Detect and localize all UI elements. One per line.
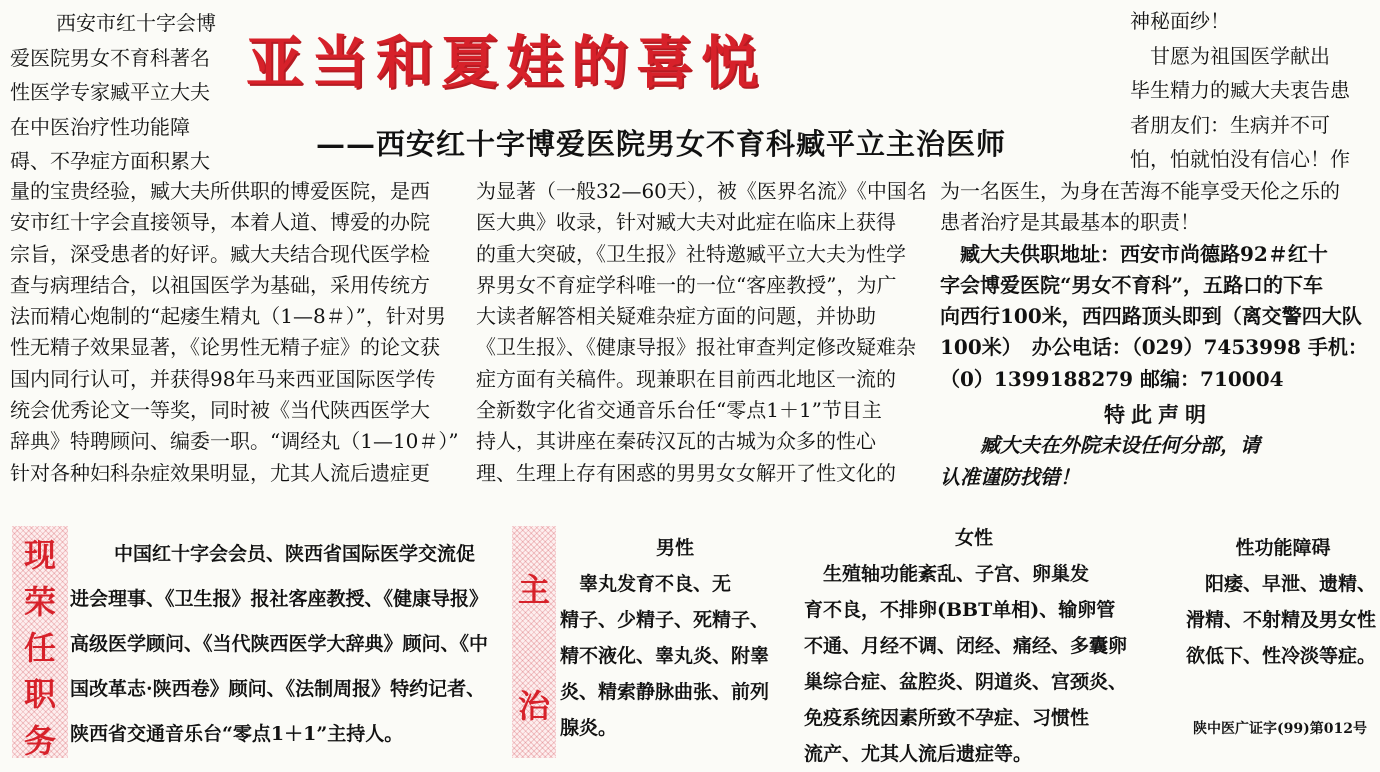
text-line: 法而精心炮制的“起痿生精丸（1—8＃）”，针对男 <box>10 304 446 329</box>
right-top-text <box>1130 4 1380 177</box>
male-heading: 男性 <box>655 537 694 559</box>
body-column-2 <box>476 176 934 489</box>
text-line: 臧大夫供职地址：西安市尚德路92＃红十 <box>940 241 1328 266</box>
notice-text <box>940 430 1376 493</box>
text-line: 持人，其讲座在秦砖汉瓦的古城为众多的性心 <box>476 429 876 454</box>
text-line: 炎、精索静脉曲张、前列 <box>560 681 770 703</box>
text-line: 理、生理上存有困惑的男男女女解开了性文化的 <box>476 460 896 485</box>
body-column-1 <box>10 176 468 489</box>
sexual-dysfunction-section <box>1186 530 1380 674</box>
text-line: 臧大夫在外院未设任何分部，请 <box>940 433 1260 458</box>
text-line: 睾丸发育不良、无 <box>560 573 732 595</box>
text-line: 量的宝贵经验，臧大夫所供职的博爱医院，是西 <box>10 179 430 203</box>
text-line: 国内同行认可，并获得98年马来西亚国际医学传 <box>10 366 436 391</box>
text-line: 西安市红十字会博 <box>56 11 216 35</box>
text-line: 高级医学顾问、《当代陕西医学大辞典》顾问、《中 <box>70 633 489 655</box>
ad-license-number: 陕中医广证字(99)第012号 <box>1193 721 1367 737</box>
text-line: 陕西省交通音乐台“零点1＋1”主持人。 <box>70 723 404 745</box>
female-heading: 女性 <box>954 527 993 549</box>
sexual-dysfunction-heading: 性功能障碍 <box>1235 537 1331 559</box>
text-line: 界男女不育症学科唯一的一位“客座教授”，为广 <box>476 272 897 297</box>
text-line: 腺炎。 <box>560 717 618 739</box>
text-line: 《卫生报》、《健康导报》报社审查判定修改疑难杂 <box>476 335 916 360</box>
body-column-3 <box>940 176 1376 493</box>
vertical-label-char: 治 <box>517 687 550 725</box>
column-3-text <box>940 176 1376 239</box>
female-conditions <box>804 556 1144 772</box>
text-line: 患者治疗是其最基本的职责！ <box>940 210 1200 235</box>
text-line: 针对各种妇科杂症效果明显，尤其人流后遗症更 <box>10 460 430 485</box>
text-line: 者朋友们：生病并不可 <box>1130 112 1330 137</box>
current-positions-list <box>70 532 510 757</box>
text-line: 为一名医生，为身在苦海不能享受天伦之乐的 <box>940 179 1340 203</box>
text-line: 精子、少精子、死精子、 <box>560 609 770 631</box>
female-section <box>804 520 1144 772</box>
vertical-label-char: 现 <box>23 536 56 575</box>
text-line: 为显著（一般32—60天），被《医界名流》《中国名 <box>476 179 927 203</box>
current-positions-label <box>12 526 68 758</box>
text-line: 查与病理结合，以祖国医学为基础，采用传统方 <box>10 272 430 297</box>
text-line: 进会理事、《卫生报》报社客座教授、《健康导报》 <box>70 588 489 610</box>
text-line: 全新数字化省交通音乐台任“零点1＋1”节目主 <box>476 398 882 423</box>
address-contact <box>940 239 1376 395</box>
text-line: 性无精子效果显著，《论男性无精子症》的论文获 <box>10 335 440 360</box>
headline-subtitle: ——西安红十字博爱医院男女不育科臧平立主治医师 <box>316 127 1007 161</box>
text-line: 向西行100米，西四路顶头即到（离交警四大队 <box>940 304 1362 329</box>
text-line: 巢综合症、盆腔炎、阴道炎、宫颈炎、 <box>804 671 1128 693</box>
text-line: 认准谨防找错！ <box>940 464 1080 489</box>
text-line: （0）1399188279 邮编：710004 <box>940 366 1284 391</box>
text-line: 医大典》收录，针对臧大夫对此症在临床上获得 <box>476 210 896 235</box>
text-line: 安市红十字会直接领导，本着人道、博爱的办院 <box>10 210 430 235</box>
text-line: 欲低下、性冷淡等症。 <box>1186 645 1377 667</box>
text-line: 统会优秀论文一等奖，同时被《当代陕西医学大 <box>10 398 430 423</box>
male-section <box>560 530 790 746</box>
text-line: 大读者解答相关疑难杂症方面的问题，并协助 <box>476 304 876 329</box>
text-line: 怕，怕就怕没有信心！作 <box>1130 147 1350 171</box>
text-line: 不通、月经不调、闭经、痛经、多囊卵 <box>804 635 1128 657</box>
text-line: 免疫系统因素所致不孕症、习惯性 <box>804 707 1090 729</box>
text-line: 中国红十字会会员、陕西省国际医学交流促 <box>114 543 476 565</box>
text-line: 性医学专家臧平立大夫 <box>10 80 210 104</box>
text-line: 生殖轴功能紊乱、子宫、卵巢发 <box>804 563 1090 585</box>
text-line: 滑精、不射精及男女性 <box>1186 609 1377 631</box>
headline-title: 亚当和夏娃的喜悦 <box>246 30 766 96</box>
text-line: 碍、不孕症方面积累大 <box>10 149 210 173</box>
notice-title: 特此声明 <box>1104 402 1212 428</box>
text-line: 精不液化、睾丸炎、附睾 <box>560 645 770 667</box>
text-line: 育不良，不排卵(BBT单相)、输卵管 <box>804 599 1116 621</box>
vertical-label-char: 职 <box>23 675 56 714</box>
text-line: 100米） 办公电话：（029）7453998 手机： <box>940 335 1368 360</box>
text-line: 爱医院男女不育科著名 <box>10 45 210 70</box>
text-line: 辞典》特聘顾问、编委一职。“调经丸（1—10＃）” <box>10 429 459 454</box>
intro-text <box>10 6 240 179</box>
vertical-label-char: 任 <box>23 629 56 667</box>
text-line: 国改革志·陕西卷》顾问、《法制周报》特约记者、 <box>70 678 486 700</box>
text-line: 阳痿、早泄、遗精、 <box>1186 573 1377 595</box>
text-line: 宗旨，深受患者的好评。臧大夫结合现代医学检 <box>10 241 430 266</box>
vertical-label-char: 务 <box>23 721 56 760</box>
male-conditions <box>560 566 790 746</box>
text-line: 在中医治疗性功能障 <box>10 114 190 139</box>
text-line: 毕生精力的臧大夫衷告患 <box>1130 78 1350 102</box>
treatment-label <box>512 526 556 758</box>
text-line: 症方面有关稿件。现兼职在目前西北地区一流的 <box>476 366 896 391</box>
vertical-label-char: 荣 <box>23 582 56 621</box>
text-line: 流产、尤其人流后遗症等。 <box>804 743 1033 765</box>
sexual-dysfunction-conditions <box>1186 566 1380 674</box>
text-line: 神秘面纱！ <box>1130 9 1230 33</box>
text-line: 甘愿为祖国医学献出 <box>1130 43 1330 68</box>
text-line: 字会博爱医院“男女不育科”，五路口的下车 <box>940 272 1324 297</box>
text-line: 的重大突破，《卫生报》社特邀臧平立大夫为性学 <box>476 241 906 266</box>
vertical-label-char: 主 <box>517 571 550 609</box>
